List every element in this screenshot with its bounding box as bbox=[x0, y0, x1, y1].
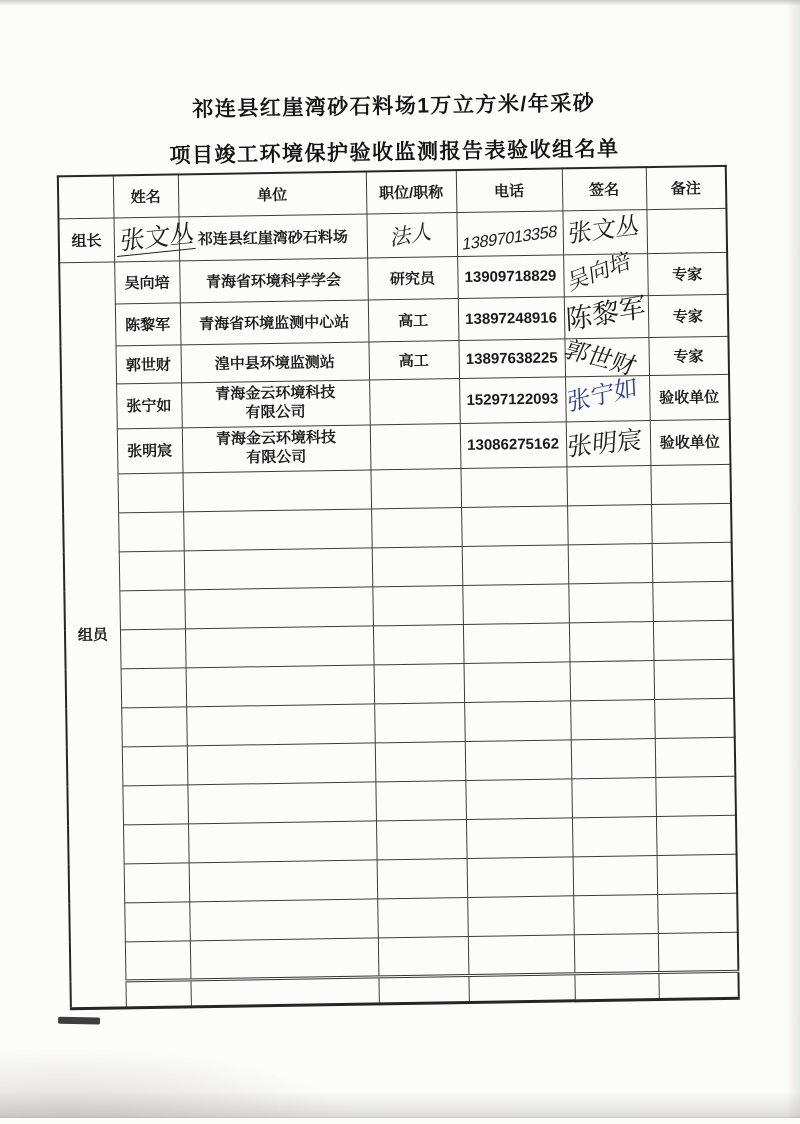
position-cell: 研究员 bbox=[367, 256, 458, 299]
handwritten-phone: 13897013358 bbox=[461, 221, 559, 254]
signature-cell bbox=[563, 246, 648, 296]
position-cell bbox=[369, 378, 460, 424]
header-cell-phone: 电话 bbox=[456, 168, 563, 212]
empty-cell bbox=[468, 973, 574, 1002]
empty-cell bbox=[187, 781, 376, 823]
name-cell: 吴向培 bbox=[114, 260, 180, 303]
phone-cell: 13909718829 bbox=[457, 254, 564, 298]
unit-cell: 青海省环境监测中心站 bbox=[180, 299, 369, 344]
unit-cell: 青海省环境科学学会 bbox=[179, 257, 368, 302]
empty-cell bbox=[184, 586, 373, 628]
empty-cell bbox=[184, 547, 373, 589]
signature-scribble: 张文丛 bbox=[566, 211, 640, 248]
role-label-members: 组员 bbox=[59, 261, 126, 1008]
empty-cell bbox=[466, 817, 573, 858]
empty-cell bbox=[371, 507, 462, 547]
empty-cell bbox=[574, 972, 658, 1000]
empty-cell bbox=[657, 893, 738, 933]
unit-cell: 祁连县红崖湾砂石料场 bbox=[178, 213, 367, 260]
signature-scribble-blue-ink: 张宁如 bbox=[566, 373, 638, 417]
header-cell-unit: 单位 bbox=[178, 171, 367, 216]
empty-cell bbox=[182, 469, 371, 511]
empty-cell bbox=[658, 971, 738, 999]
empty-cell bbox=[375, 741, 466, 781]
empty-cell bbox=[566, 465, 651, 505]
empty-cell bbox=[656, 815, 737, 855]
empty-cell bbox=[467, 895, 574, 936]
unit-text: 青海金云环境科技有限公司 bbox=[215, 383, 336, 421]
empty-cell bbox=[122, 784, 188, 824]
empty-cell bbox=[568, 582, 653, 622]
empty-cell bbox=[123, 823, 189, 863]
signature-scribble: 郭世财 bbox=[559, 335, 640, 380]
signature-cell bbox=[559, 335, 649, 380]
empty-cell bbox=[374, 663, 465, 703]
empty-cell bbox=[189, 898, 378, 940]
unit-cell bbox=[182, 424, 371, 472]
empty-cell bbox=[653, 659, 734, 699]
empty-cell bbox=[571, 777, 656, 817]
empty-cell bbox=[378, 936, 469, 976]
empty-cell bbox=[654, 698, 735, 738]
empty-cell bbox=[573, 894, 658, 934]
phone-cell: 13897638225 bbox=[458, 338, 565, 378]
unit-cell: 湟中县环境监测站 bbox=[180, 341, 369, 382]
empty-cell bbox=[465, 739, 572, 780]
empty-cell bbox=[653, 620, 734, 660]
empty-cell bbox=[652, 581, 733, 621]
remark-cell: 专家 bbox=[647, 252, 728, 295]
document-title-line1: 祁连县红崖湾砂石料场1万立方米/年采砂 bbox=[192, 91, 596, 122]
empty-cell bbox=[186, 703, 375, 745]
empty-cell bbox=[460, 466, 567, 507]
empty-cell bbox=[465, 778, 572, 819]
empty-cell bbox=[461, 505, 568, 546]
remark-cell bbox=[646, 208, 727, 253]
handwritten-position: 法人 bbox=[389, 219, 434, 251]
empty-cell bbox=[463, 622, 570, 663]
empty-cell bbox=[117, 472, 183, 512]
empty-cell bbox=[650, 464, 731, 504]
scan-ink-mark bbox=[58, 1017, 100, 1025]
empty-cell bbox=[573, 855, 658, 895]
empty-cell bbox=[655, 776, 736, 816]
remark-cell: 验收单位 bbox=[650, 419, 731, 465]
empty-cell bbox=[189, 859, 378, 901]
empty-cell bbox=[571, 738, 656, 778]
empty-cell bbox=[125, 940, 191, 980]
signature-cell bbox=[565, 375, 650, 421]
empty-cell bbox=[570, 660, 655, 700]
unit-text: 青海金云环境科技有限公司 bbox=[215, 428, 337, 466]
empty-cell bbox=[462, 583, 569, 624]
empty-cell bbox=[121, 667, 187, 707]
header-cell-role bbox=[58, 175, 114, 218]
empty-cell bbox=[121, 706, 187, 746]
position-cell bbox=[366, 212, 457, 257]
signature-cell bbox=[564, 291, 649, 338]
position-cell: 高工 bbox=[368, 298, 459, 341]
role-label-leader: 组长 bbox=[58, 217, 114, 262]
empty-cell bbox=[190, 976, 378, 1006]
empty-cell bbox=[119, 589, 185, 629]
empty-cell bbox=[468, 934, 575, 975]
remark-cell: 专家 bbox=[648, 294, 729, 337]
empty-cell bbox=[462, 544, 569, 585]
empty-cell bbox=[122, 745, 188, 785]
empty-cell bbox=[370, 468, 461, 508]
name-cell: 张明宸 bbox=[117, 427, 183, 473]
empty-cell bbox=[572, 816, 657, 856]
unit-cell bbox=[181, 379, 370, 427]
header-cell-name: 姓名 bbox=[113, 174, 179, 217]
empty-cell bbox=[376, 819, 467, 859]
name-cell: 郭世财 bbox=[115, 344, 181, 383]
empty-cell bbox=[651, 503, 732, 543]
header-cell-position: 职位/职称 bbox=[366, 170, 457, 213]
empty-cell bbox=[467, 856, 574, 897]
empty-cell bbox=[574, 933, 659, 973]
empty-cell bbox=[377, 858, 468, 898]
empty-cell bbox=[119, 550, 185, 590]
empty-cell bbox=[374, 702, 465, 742]
remark-cell: 验收单位 bbox=[649, 374, 730, 420]
empty-cell bbox=[183, 508, 372, 550]
empty-cell bbox=[190, 937, 379, 979]
empty-cell bbox=[655, 737, 736, 777]
empty-cell bbox=[658, 932, 739, 972]
empty-cell bbox=[372, 546, 463, 586]
phone-cell: 13897248916 bbox=[458, 296, 565, 340]
signature-cell bbox=[562, 209, 647, 254]
name-cell: 张宁如 bbox=[116, 382, 182, 428]
group-table-body bbox=[58, 166, 739, 1008]
phone-cell: 15297122093 bbox=[459, 376, 566, 423]
name-cell: 陈黎军 bbox=[115, 302, 181, 345]
position-cell bbox=[370, 423, 461, 469]
phone-cell bbox=[456, 210, 563, 256]
handwritten-name: 张文丛 bbox=[117, 221, 198, 256]
signature-scribble: 张明宸 bbox=[566, 425, 643, 462]
empty-cell bbox=[570, 699, 655, 739]
remark-cell: 专家 bbox=[648, 336, 729, 375]
empty-cell bbox=[373, 624, 464, 664]
empty-cell bbox=[567, 504, 652, 544]
empty-cell bbox=[185, 625, 374, 667]
empty-cell bbox=[569, 621, 654, 661]
name-cell bbox=[113, 216, 196, 261]
acceptance-group-roster-table bbox=[57, 165, 740, 1010]
header-cell-signature: 签名 bbox=[562, 167, 647, 210]
empty-cell bbox=[124, 901, 190, 941]
empty-cell bbox=[188, 820, 377, 862]
empty-cell bbox=[464, 661, 571, 702]
empty-cell bbox=[120, 628, 186, 668]
empty-cell bbox=[378, 975, 468, 1003]
empty-cell bbox=[568, 543, 653, 583]
signature-scribble: 陈黎军 bbox=[564, 291, 646, 336]
empty-cell bbox=[118, 511, 184, 551]
header-cell-remark: 备注 bbox=[646, 166, 727, 209]
empty-cell bbox=[125, 979, 190, 1007]
empty-cell bbox=[186, 664, 375, 706]
empty-cell bbox=[187, 742, 376, 784]
document-title-line2: 项目竣工环境保护验收监测报告表验收组名单 bbox=[169, 137, 620, 168]
empty-cell bbox=[657, 854, 738, 894]
position-cell: 高工 bbox=[368, 340, 459, 379]
signature-scribble: 吴向培 bbox=[566, 246, 632, 296]
empty-cell bbox=[464, 700, 571, 741]
phone-cell: 13086275162 bbox=[460, 421, 567, 468]
empty-cell bbox=[375, 780, 466, 820]
empty-cell bbox=[124, 862, 190, 902]
signature-cell bbox=[566, 420, 651, 466]
empty-cell bbox=[377, 897, 468, 937]
empty-cell bbox=[372, 585, 463, 625]
empty-cell bbox=[652, 542, 733, 582]
